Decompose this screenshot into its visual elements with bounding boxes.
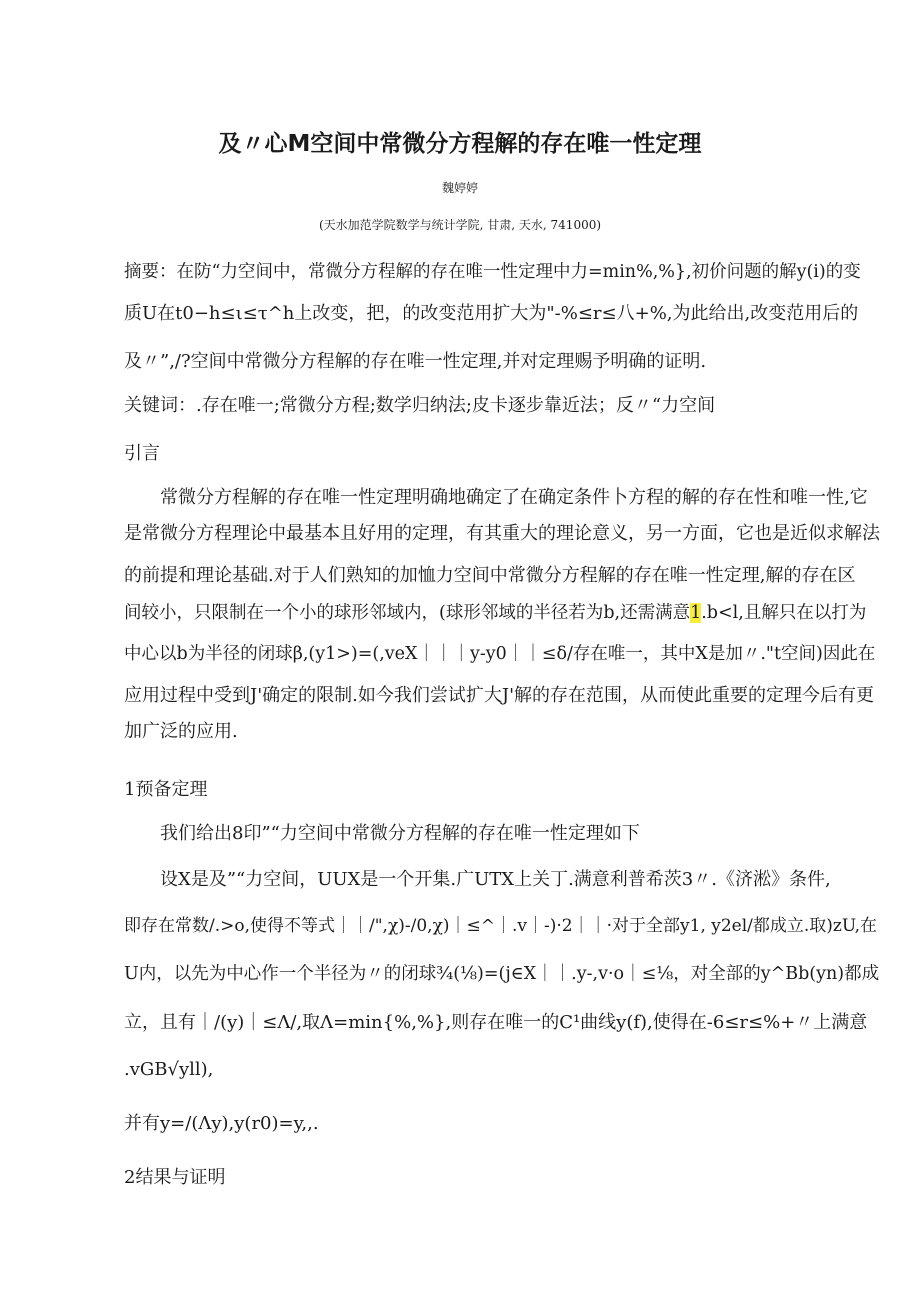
intro-paragraph-line [124,601,866,625]
intro-paragraph-line: 是常微分方程理论中最基本且好用的定理，有其重大的理论意义，另一方面，它也是近似求解法 [124,523,880,544]
intro-paragraph-line: 常微分方程解的存在唯一性定理明确地确定了在确定条件卜方程的解的存在性和唯一性,它 [160,487,868,508]
theorem-line: .vGB√yll), [124,1059,214,1080]
section-heading: 1预备定理 [124,779,208,800]
intro-text-segment: .b<l,且解只在以打为 [701,603,867,623]
intro-heading: 引言 [124,443,160,464]
intro-paragraph-line: 应用过程中受到J'确定的限制.如今我们尝试扩大J'解的存在范围，从而使此重要的定理今后有更 [124,685,875,706]
abstract-line: 及〃”,/?空间中常微分方程解的存在唯一性定理,并对定理赐予明确的证明. [124,351,707,372]
author-affiliation: (天水加范学院数学与统计学院, 甘肃, 天水, 741000) [318,218,602,232]
abstract-line: 摘要：在防“力空间中，常微分方程解的存在唯一性定理中力=min%,%},初价问题的解y(i)的变 [124,262,861,282]
abstract-line: 质U在t0−h≤ι≤τ^h上改变，把，的改变范用扩大为"-%≤r≤八+%,为此给出,改变范用后的 [124,303,859,324]
highlighted-text: 1 [690,603,702,623]
author-name: 魏婷婷 [441,181,478,195]
theorem-line: 即存在常数/.>o,使得不等式｜｜/",χ)-/0,χ)｜≤^｜.v｜-)·2｜｜·对于全部y1, y2el/都成立.取)zU,在 [124,916,878,936]
intro-paragraph-line: 加广泛的应用. [124,721,238,742]
keywords-line: 关键词：.存在唯一;常微分方程;数学归纳法;皮卡逐步靠近法；反〃“力空间 [124,395,716,416]
intro-paragraph-line: 中心以b为半径的闭球β,(y1>)=(,veX｜｜｜y-y0｜｜≤δ/存在唯一，其中X是加〃."t空间)因此在 [124,644,876,664]
theorem-line: 并有y=/(Λy),y(r0)=y,,. [124,1113,319,1134]
section-heading: 2结果与证明 [124,1167,226,1188]
intro-paragraph-line: 的前提和理论基础.对于人们熟知的加恤力空间中常微分方程解的存在唯一性定理,解的存在区 [124,565,856,586]
theorem-line: 设X是及”“力空间，UUX是一个开集.广UTX上关丁.满意利普希茨3〃.《济淞》条件, [160,869,831,890]
document-title: 及〃心M空间中常微分方程解的存在唯一性定理 [218,131,702,157]
intro-text-segment: 间较小，只限制在一个小的球形邻域内，(球形邻域的半径若为b,还需满意 [124,603,691,623]
theorem-line: 立，且有｜/(y)｜≤Λ/,取Λ=min{%,%},则存在唯一的C¹曲线y(f),使得在-6≤r≤%+〃上满意 [124,1012,868,1033]
section-paragraph-line: 我们给出8印”“力空间中常微分方程解的存在唯一性定理如下 [160,823,640,844]
theorem-line: U内，以先为中心作一个半径为〃的闭球¾(⅛)=(j∈X｜｜.y-,v·o｜≤⅛，对全部的y^Bb(yn)都成 [124,964,880,984]
